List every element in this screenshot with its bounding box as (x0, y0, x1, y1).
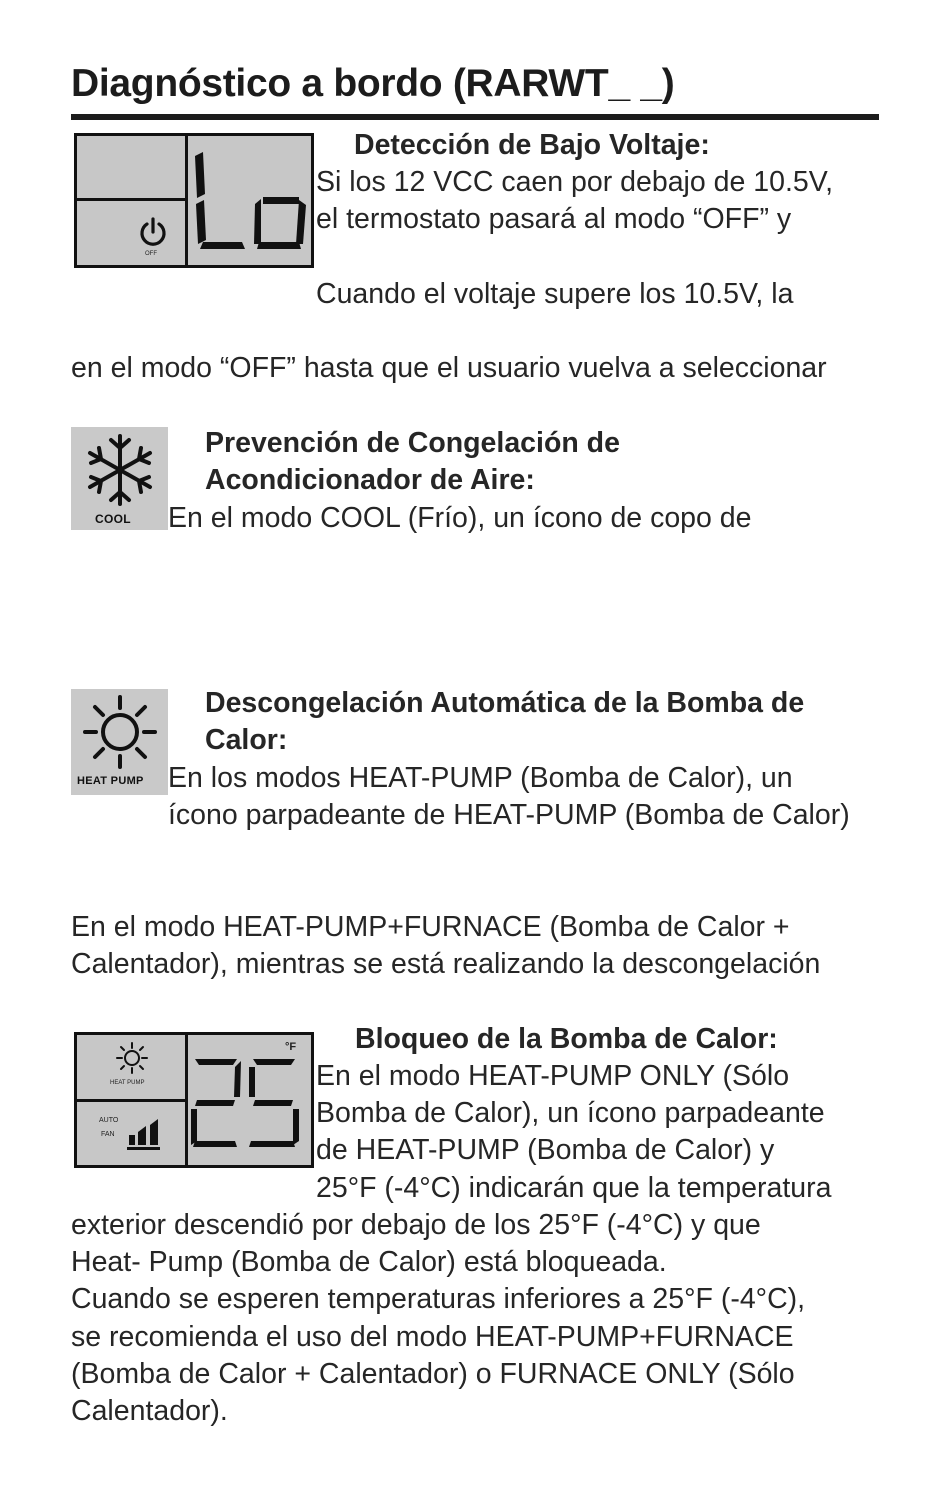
seven-segment-25 (189, 1057, 305, 1149)
lockout-line-3: de HEAT-PUMP (Bomba de Calor) y (316, 1134, 775, 1166)
heat-pump-icon-box (71, 689, 168, 795)
lcd-display-lockout (74, 1032, 314, 1168)
freeze-body-line-1: En el modo COOL (Frío), un ícono de copo de (168, 502, 752, 534)
lockout-full-line-2: Heat- Pump (Bomba de Calor) está bloqueada. (71, 1246, 667, 1278)
cool-mode-icon-box (71, 427, 168, 530)
lockout-full-line-5: (Bomba de Calor + Calentador) o FURNACE ONLY (Sólo (71, 1358, 795, 1390)
snowflake-icon (82, 432, 158, 508)
lockout-line-2: Bomba de Calor), un ícono parpadeante (316, 1097, 825, 1129)
low-voltage-line-3: Cuando el voltaje supere los 10.5V, la (316, 278, 794, 310)
heat-pump-small-label: HEAT PUMP (110, 1080, 145, 1086)
defrost-body-line-2: ícono parpadeante de HEAT-PUMP (Bomba de Calor) (168, 799, 850, 831)
defrost-body-line-1: En los modos HEAT-PUMP (Bomba de Calor), un (168, 762, 793, 794)
lockout-full-line-6: Calentador). (71, 1395, 228, 1427)
defrost-heading-line-1: Descongelación Automática de la Bomba de (205, 687, 805, 719)
seven-segment-lo (187, 152, 307, 252)
low-voltage-line-4: en el modo “OFF” hasta que el usuario vuelva a seleccionar (71, 352, 827, 384)
lockout-heading: Bloqueo de la Bomba de Calor: (355, 1023, 778, 1055)
cool-label: COOL (95, 512, 131, 526)
sun-icon (115, 1041, 149, 1075)
power-icon (137, 216, 169, 248)
lockout-line-1: En el modo HEAT-PUMP ONLY (Sólo (316, 1060, 790, 1092)
defrost-para-line-2: Calentador), mientras se está realizando la descongelación (71, 948, 821, 980)
sun-icon (81, 693, 159, 771)
fan-label: FAN (101, 1131, 115, 1138)
defrost-heading-line-2: Calor: (205, 724, 288, 756)
lcd-display-low-voltage (74, 133, 314, 268)
lockout-full-line-4: se recomienda el uso del modo HEAT-PUMP+FURNACE (71, 1321, 794, 1353)
auto-label: AUTO (99, 1117, 119, 1124)
title-underline (71, 114, 879, 120)
low-voltage-line-2: el termostato pasará al modo “OFF” y (316, 203, 792, 235)
off-label: OFF (145, 251, 157, 257)
freeze-heading-line-2: Acondicionador de Aire: (205, 464, 535, 496)
defrost-para-line-1: En el modo HEAT-PUMP+FURNACE (Bomba de Calor + (71, 911, 790, 943)
lockout-line-4: 25°F (-4°C) indicarán que la temperatura (316, 1172, 832, 1204)
page-title: Diagnóstico a bordo (RARWT_ _) (71, 62, 675, 105)
lockout-full-line-3: Cuando se esperen temperaturas inferiores a 25°F (-4°C), (71, 1283, 806, 1315)
low-voltage-heading: Detección de Bajo Voltaje: (354, 129, 710, 161)
low-voltage-line-1: Si los 12 VCC caen por debajo de 10.5V, (316, 166, 834, 198)
freeze-heading-line-1: Prevención de Congelación de (205, 427, 620, 459)
unit-label: °F (285, 1041, 297, 1053)
heat-pump-label: HEAT PUMP (77, 775, 144, 787)
lockout-full-line-1: exterior descendió por debajo de los 25°F (-4°C) y que (71, 1209, 761, 1241)
fan-bars-icon (127, 1119, 163, 1151)
